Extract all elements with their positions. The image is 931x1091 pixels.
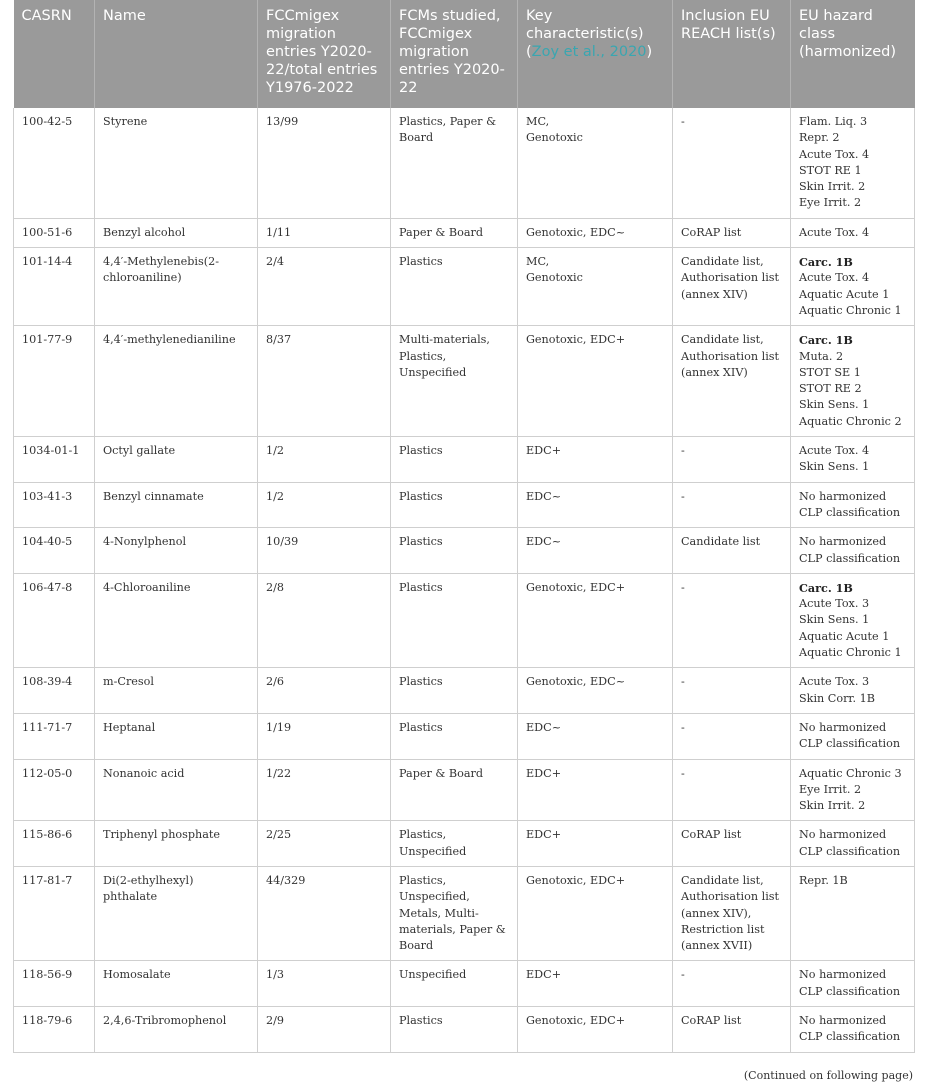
cell-name: Benzyl cinnamate: [95, 482, 258, 528]
cell-name: 2,4,6-Tribromophenol: [95, 1007, 258, 1053]
cell-entries: 10/39: [258, 528, 391, 574]
cell-reach: -: [673, 573, 791, 667]
hazard-entry: No harmonized CLP classification: [799, 968, 901, 998]
hazard-entry: Acute Tox. 3: [799, 597, 870, 611]
cell-hazard: [791, 759, 915, 821]
hazard-entry: Muta. 2: [799, 349, 844, 363]
cell-entries: 44/329: [258, 866, 391, 960]
cell-key: EDC+: [518, 821, 673, 867]
table-header: [14, 0, 915, 108]
cell-key: EDC+: [518, 437, 673, 483]
cell-reach: CoRAP list: [673, 218, 791, 247]
hazard-entry: No harmonized CLP classification: [799, 489, 901, 519]
table-row: [14, 1007, 915, 1053]
cell-entries: 1/3: [258, 961, 391, 1007]
cell-casrn: 100-42-5: [14, 108, 95, 218]
hazard-entry: Skin Sens. 1: [799, 613, 870, 627]
cell-name: Homosalate: [95, 961, 258, 1007]
table-row: [14, 528, 915, 574]
cell-casrn: 115-86-6: [14, 821, 95, 867]
cell-fcms: Plastics: [391, 248, 518, 326]
table-row: [14, 326, 915, 437]
cell-fcms: Plastics, Unspecified: [391, 821, 518, 867]
header-fcms: FCMs studied, FCCmigex migration entries Y2020-22: [391, 0, 518, 108]
table-row: [14, 821, 915, 867]
header-key-characteristics: [518, 0, 673, 108]
header-hazard: EU hazard class (harmonized): [791, 0, 915, 108]
cell-entries: 1/11: [258, 218, 391, 247]
cell-reach: Candidate list, Authorisation list (annex XIV): [673, 326, 791, 437]
cell-key: MC, Genotoxic: [518, 108, 673, 218]
table-row: [14, 573, 915, 667]
hazard-entry: No harmonized CLP classification: [799, 535, 901, 565]
cell-name: Di(2-ethylhexyl) phthalate: [95, 866, 258, 960]
cell-hazard: [791, 713, 915, 759]
cell-reach: -: [673, 482, 791, 528]
table-row: [14, 759, 915, 821]
cell-name: Benzyl alcohol: [95, 218, 258, 247]
cell-reach: -: [673, 759, 791, 821]
cell-key: EDC~: [518, 482, 673, 528]
cell-casrn: 118-79-6: [14, 1007, 95, 1053]
cell-fcms: Plastics, Unspecified, Metals, Multi-materials, Paper & Board: [391, 866, 518, 960]
cell-reach: Candidate list, Authorisation list (annex XIV), Restriction list (annex XVII): [673, 866, 791, 960]
cell-name: 4,4′-Methylenebis(2-chloroaniline): [95, 248, 258, 326]
cell-key: EDC+: [518, 961, 673, 1007]
cell-entries: 1/2: [258, 437, 391, 483]
cell-reach: -: [673, 437, 791, 483]
cell-entries: 2/6: [258, 668, 391, 714]
header-casrn: CASRN: [14, 0, 95, 108]
hazard-entry: Eye Irrit. 2: [799, 782, 862, 796]
cell-hazard: [791, 108, 915, 218]
header-reach: Inclusion EU REACH list(s): [673, 0, 791, 108]
cell-key: Genotoxic, EDC+: [518, 326, 673, 437]
hazard-entry: Aquatic Acute 1: [799, 287, 890, 301]
cell-fcms: Paper & Board: [391, 759, 518, 821]
cell-hazard: [791, 326, 915, 437]
hazard-entry: Skin Corr. 1B: [799, 691, 875, 705]
hazard-entry: Skin Irrit. 2: [799, 799, 866, 813]
cell-entries: 8/37: [258, 326, 391, 437]
table-row: [14, 713, 915, 759]
cell-name: Heptanal: [95, 713, 258, 759]
cell-key: MC, Genotoxic: [518, 248, 673, 326]
cell-reach: -: [673, 668, 791, 714]
cell-casrn: 101-77-9: [14, 326, 95, 437]
table-row: [14, 218, 915, 247]
hazard-entry: Aquatic Chronic 2: [799, 414, 902, 428]
header-key-close: ): [646, 44, 653, 60]
hazard-entry: Carc. 1B: [799, 333, 853, 348]
hazard-entry: Aquatic Chronic 1: [799, 303, 902, 317]
table-row: [14, 668, 915, 714]
hazard-entry: Acute Tox. 4: [799, 225, 870, 239]
cell-name: Octyl gallate: [95, 437, 258, 483]
hazard-entry: Acute Tox. 4: [799, 271, 870, 285]
chemical-table: [13, 0, 915, 1053]
hazard-entry: Aquatic Chronic 3: [799, 766, 902, 780]
cell-casrn: 103-41-3: [14, 482, 95, 528]
cell-reach: CoRAP list: [673, 1007, 791, 1053]
hazard-entry: STOT SE 1: [799, 365, 861, 379]
hazard-entry: No harmonized CLP classification: [799, 1014, 901, 1044]
cell-reach: -: [673, 713, 791, 759]
cell-name: Nonanoic acid: [95, 759, 258, 821]
cell-entries: 2/8: [258, 573, 391, 667]
hazard-entry: Aquatic Acute 1: [799, 629, 890, 643]
hazard-entry: Skin Sens. 1: [799, 398, 870, 412]
hazard-entry: No harmonized CLP classification: [799, 720, 901, 751]
hazard-entry: Aquatic Chronic 1: [799, 646, 902, 660]
table-body: [14, 108, 915, 1052]
table-row: [14, 866, 915, 960]
table-row: [14, 482, 915, 528]
cell-hazard: [791, 218, 915, 247]
cell-reach: Candidate list: [673, 528, 791, 574]
citation-link[interactable]: Zoy et al., 2020: [531, 44, 647, 60]
cell-reach: -: [673, 961, 791, 1007]
header-key-text: Key characteristic(s) (: [526, 8, 644, 60]
cell-fcms: Plastics: [391, 1007, 518, 1053]
cell-casrn: 100-51-6: [14, 218, 95, 247]
cell-casrn: 111-71-7: [14, 713, 95, 759]
cell-fcms: Unspecified: [391, 961, 518, 1007]
cell-reach: Candidate list, Authorisation list (annex XIV): [673, 248, 791, 326]
cell-name: 4-Nonylphenol: [95, 528, 258, 574]
cell-casrn: 104-40-5: [14, 528, 95, 574]
cell-hazard: [791, 821, 915, 867]
hazard-entry: Skin Irrit. 2: [799, 180, 866, 194]
table-row: [14, 437, 915, 483]
hazard-entry: STOT RE 2: [799, 382, 862, 396]
cell-fcms: Plastics: [391, 528, 518, 574]
cell-key: EDC~: [518, 713, 673, 759]
cell-key: Genotoxic, EDC+: [518, 866, 673, 960]
cell-key: Genotoxic, EDC~: [518, 218, 673, 247]
cell-entries: 2/25: [258, 821, 391, 867]
cell-hazard: [791, 961, 915, 1007]
hazard-entry: No harmonized CLP classification: [799, 828, 901, 858]
hazard-entry: Flam. Liq. 3: [799, 115, 868, 128]
cell-reach: -: [673, 108, 791, 218]
hazard-entry: Repr. 2: [799, 131, 840, 145]
cell-name: Styrene: [95, 108, 258, 218]
cell-casrn: 108-39-4: [14, 668, 95, 714]
hazard-entry: Carc. 1B: [799, 255, 853, 270]
hazard-entry: Skin Sens. 1: [799, 460, 870, 474]
cell-key: Genotoxic, EDC~: [518, 668, 673, 714]
header-name: Name: [95, 0, 258, 108]
cell-casrn: 118-56-9: [14, 961, 95, 1007]
hazard-entry: Acute Tox. 4: [799, 444, 870, 458]
hazard-entry: Acute Tox. 3: [799, 675, 870, 689]
hazard-entry: Repr. 1B: [799, 873, 848, 887]
table-container: [13, 0, 914, 1053]
cell-entries: 1/2: [258, 482, 391, 528]
cell-fcms: Multi-materials, Plastics, Unspecified: [391, 326, 518, 437]
continued-note: (Continued on following page): [743, 1069, 913, 1082]
table-row: [14, 961, 915, 1007]
cell-key: Genotoxic, EDC+: [518, 1007, 673, 1053]
hazard-entry: Eye Irrit. 2: [799, 196, 862, 210]
cell-entries: 2/4: [258, 248, 391, 326]
cell-entries: 2/9: [258, 1007, 391, 1053]
cell-casrn: 106-47-8: [14, 573, 95, 667]
cell-entries: 1/22: [258, 759, 391, 821]
cell-fcms: Plastics: [391, 668, 518, 714]
cell-fcms: Plastics: [391, 482, 518, 528]
cell-casrn: 112-05-0: [14, 759, 95, 821]
cell-fcms: Plastics: [391, 713, 518, 759]
cell-fcms: Plastics: [391, 437, 518, 483]
cell-name: m-Cresol: [95, 668, 258, 714]
cell-casrn: 101-14-4: [14, 248, 95, 326]
cell-hazard: [791, 1007, 915, 1053]
header-entries: FCCmigex migration entries Y2020-22/total entries Y1976-2022: [258, 0, 391, 108]
hazard-entry: STOT RE 1: [799, 163, 862, 177]
cell-casrn: 117-81-7: [14, 866, 95, 960]
cell-hazard: [791, 668, 915, 714]
cell-fcms: Plastics, Paper & Board: [391, 108, 518, 218]
cell-hazard: [791, 866, 915, 960]
hazard-entry: Acute Tox. 4: [799, 147, 870, 161]
cell-hazard: [791, 437, 915, 483]
cell-entries: 1/19: [258, 713, 391, 759]
table-row: [14, 248, 915, 326]
cell-reach: CoRAP list: [673, 821, 791, 867]
cell-fcms: Paper & Board: [391, 218, 518, 247]
cell-hazard: [791, 528, 915, 574]
cell-key: Genotoxic, EDC+: [518, 573, 673, 667]
cell-name: 4-Chloroaniline: [95, 573, 258, 667]
cell-name: Triphenyl phosphate: [95, 821, 258, 867]
cell-name: 4,4′-methylenedianiline: [95, 326, 258, 437]
cell-entries: 13/99: [258, 108, 391, 218]
cell-key: EDC~: [518, 528, 673, 574]
cell-hazard: [791, 573, 915, 667]
hazard-entry: Carc. 1B: [799, 580, 853, 595]
table-row: [14, 108, 915, 218]
cell-hazard: [791, 248, 915, 326]
cell-casrn: 1034-01-1: [14, 437, 95, 483]
cell-key: EDC+: [518, 759, 673, 821]
cell-hazard: [791, 482, 915, 528]
cell-fcms: Plastics: [391, 573, 518, 667]
